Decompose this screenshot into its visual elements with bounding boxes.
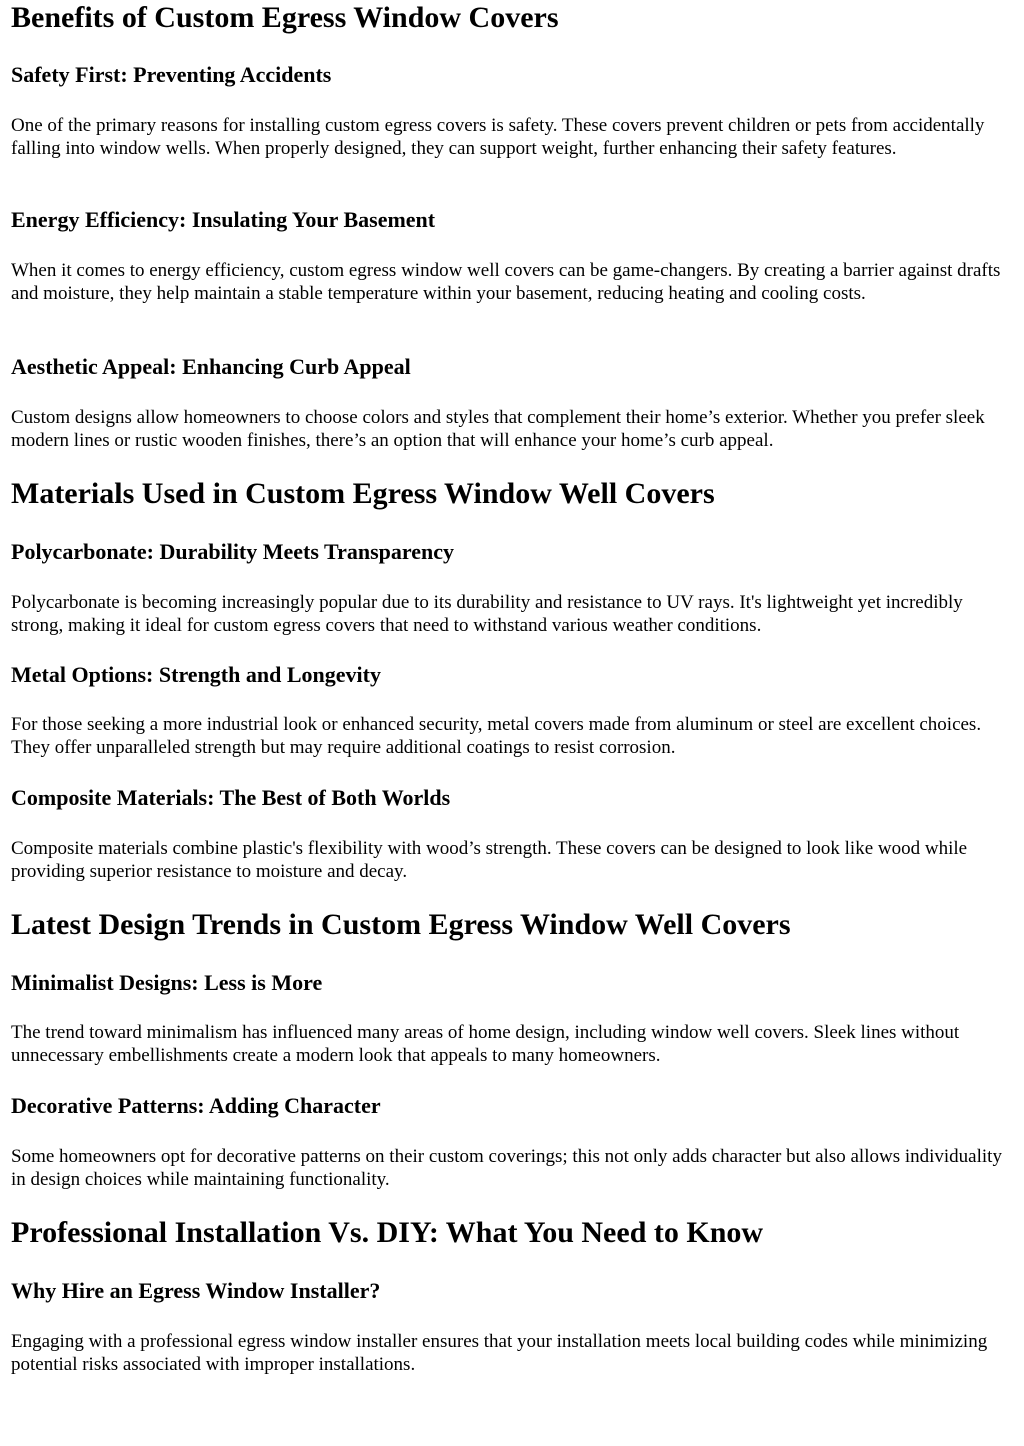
paragraph: Polycarbonate is becoming increasingly popular due to its durability and resistance to UV rays. It's lightweight yet incredibly strong, making it ideal for custom egress covers that need to withstand various weather conditions. <box>11 592 963 636</box>
subsection-heading: Aesthetic Appeal: Enhancing Curb Appeal <box>11 354 411 379</box>
subsection-heading: Energy Efficiency: Insulating Your Basement <box>11 207 436 232</box>
paragraph: Engaging with a professional egress window installer ensures that your installation meets local building codes while minimizing potential risks associated with improper installations. <box>11 1331 988 1375</box>
paragraph: For those seeking a more industrial look or enhanced security, metal covers made from aluminum or steel are excellent choices. They offer unparalleled strength but may require additional coatings to resist corrosion. <box>11 714 982 758</box>
paragraph: One of the primary reasons for installing custom egress covers is safety. These covers prevent children or pets from accidentally falling into window wells. When properly designed, they can support weight, further enhancing their safety features. <box>11 115 985 159</box>
subsection-heading: Minimalist Designs: Less is More <box>11 970 323 995</box>
section-heading: Materials Used in Custom Egress Window Well Covers <box>11 477 715 510</box>
subsection-heading: Composite Materials: The Best of Both Worlds <box>11 785 451 810</box>
section-heading: Benefits of Custom Egress Window Covers <box>11 1 559 34</box>
subsection-heading: Metal Options: Strength and Longevity <box>11 662 381 687</box>
subsection-heading: Why Hire an Egress Window Installer? <box>11 1278 381 1303</box>
section-heading: Professional Installation Vs. DIY: What You Need to Know <box>11 1216 764 1249</box>
paragraph: Custom designs allow homeowners to choose colors and styles that complement their home’s exterior. Whether you prefer sleek modern lines or rustic wooden finishes, there’s an option that will enhance your home’s curb appeal. <box>11 407 985 451</box>
section-heading: Latest Design Trends in Custom Egress Window Well Covers <box>11 908 791 941</box>
paragraph: Some homeowners opt for decorative patterns on their custom coverings; this not only adds character but also allows individuality in design choices while maintaining functionality. <box>11 1146 1002 1190</box>
paragraph: The trend toward minimalism has influenced many areas of home design, including window well covers. Sleek lines without unnecessary embellishments create a modern look that appeals to many homeowners. <box>11 1022 960 1066</box>
subsection-heading: Polycarbonate: Durability Meets Transparency <box>11 539 455 564</box>
paragraph: Composite materials combine plastic's flexibility with wood’s strength. These covers can be designed to look like wood while providing superior resistance to moisture and decay. <box>11 838 968 882</box>
paragraph: When it comes to energy efficiency, custom egress window well covers can be game-changers. By creating a barrier against drafts and moisture, they help maintain a stable temperature within your basement, reducing heating and cooling costs. <box>11 260 1001 304</box>
subsection-heading: Safety First: Preventing Accidents <box>11 62 332 87</box>
subsection-heading: Decorative Patterns: Adding Character <box>11 1093 381 1118</box>
